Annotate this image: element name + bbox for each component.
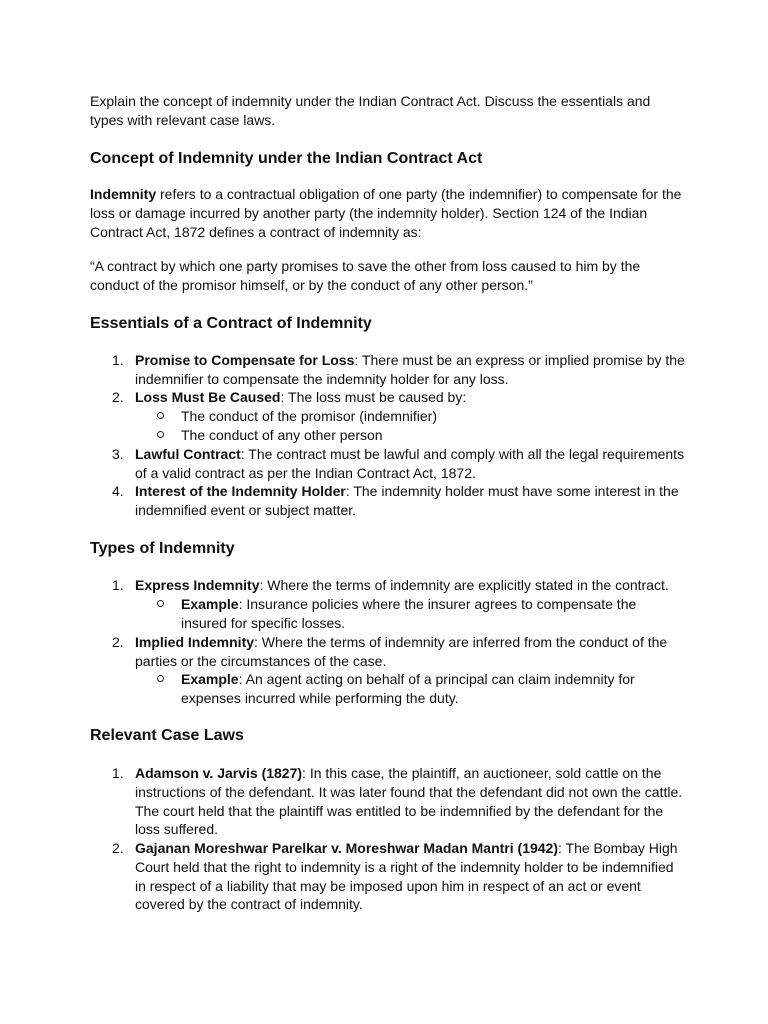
concept-heading: Concept of Indemnity under the Indian Contract Act (90, 150, 483, 167)
concept-paragraph-line: Indemnity refers to a contractual obligation of one party (the indemnifier) to compensate for the (90, 186, 682, 202)
hollow-bullet-icon (157, 431, 164, 438)
list-item: Loss Must Be Caused: The loss must be caused by: (135, 389, 467, 405)
hollow-bullet-icon (157, 600, 164, 607)
essentials-heading: Essentials of a Contract of Indemnity (90, 315, 372, 332)
intro-line: types with relevant case laws. (90, 112, 276, 128)
list-item-continuation: parties or the circumstances of the case. (135, 653, 387, 669)
list-item: Promise to Compensate for Loss: There must be an express or implied promise by the (135, 352, 685, 368)
list-number: 1. (112, 765, 124, 781)
cases-heading: Relevant Case Laws (90, 727, 244, 744)
concept-paragraph-line: Contract Act, 1872 defines a contract of indemnity as: (90, 224, 422, 240)
list-number: 1. (112, 577, 124, 593)
list-item-continuation: indemnified event or subject matter. (135, 502, 357, 518)
list-number: 4. (112, 483, 124, 499)
list-item-continuation: indemnifier to compensate the indemnity holder for any loss. (135, 371, 509, 387)
sub-list-item: The conduct of the promisor (indemnifier) (181, 408, 437, 424)
list-item: Implied Indemnity: Where the terms of indemnity are inferred from the conduct of the (135, 634, 668, 650)
hollow-bullet-icon (157, 412, 164, 419)
definition-quote-line: conduct of the promisor himself, or by the conduct of any other person.” (90, 277, 533, 293)
list-number: 1. (112, 352, 124, 368)
list-item-continuation: of a valid contract as per the Indian Contract Act, 1872. (135, 465, 476, 481)
example-item: Example: Insurance policies where the insurer agrees to compensate the (181, 596, 637, 612)
example-item: Example: An agent acting on behalf of a principal can claim indemnity for (181, 671, 635, 687)
case-continuation: covered by the contract of indemnity. (135, 896, 363, 912)
list-number: 2. (112, 389, 124, 405)
case-continuation: The court held that the plaintiff was entitled to be indemnified by the defendant for the (135, 803, 664, 819)
case-item: Adamson v. Jarvis (1827): In this case, the plaintiff, an auctioneer, sold cattle on the (135, 765, 662, 781)
sub-list-item: The conduct of any other person (181, 427, 383, 443)
definition-quote-line: “A contract by which one party promises to save the other from loss caused to him by the (90, 258, 641, 274)
list-number: 3. (112, 446, 124, 462)
list-item: Lawful Contract: The contract must be lawful and comply with all the legal requirements (135, 446, 685, 462)
case-continuation: in respect of a liability that may be imposed upon him in respect of an act or event (135, 878, 641, 894)
types-heading: Types of Indemnity (90, 540, 235, 557)
list-item: Interest of the Indemnity Holder: The indemnity holder must have some interest in the (135, 483, 679, 499)
case-continuation: loss suffered. (135, 821, 219, 837)
concept-paragraph-line: loss or damage incurred by another party (the indemnity holder). Section 124 of the Indian (90, 205, 648, 221)
list-number: 2. (112, 634, 124, 650)
list-item: Express Indemnity: Where the terms of indemnity are explicitly stated in the contract. (135, 577, 669, 593)
indemnity-term: Indemnity (90, 186, 157, 202)
example-continuation: expenses incurred while performing the duty. (181, 690, 459, 706)
case-item: Gajanan Moreshwar Parelkar v. Moreshwar Madan Mantri (1942): The Bombay High (135, 840, 678, 856)
hollow-bullet-icon (157, 675, 164, 682)
example-continuation: insured for specific losses. (181, 615, 346, 631)
case-continuation: instructions of the defendant. It was later found that the defendant did not own the cattle. (135, 784, 683, 800)
case-continuation: Court held that the right to indemnity is a right of the indemnity holder to be indemnified (135, 859, 674, 875)
intro-line: Explain the concept of indemnity under the Indian Contract Act. Discuss the essentials and (90, 93, 651, 109)
list-number: 2. (112, 840, 124, 856)
